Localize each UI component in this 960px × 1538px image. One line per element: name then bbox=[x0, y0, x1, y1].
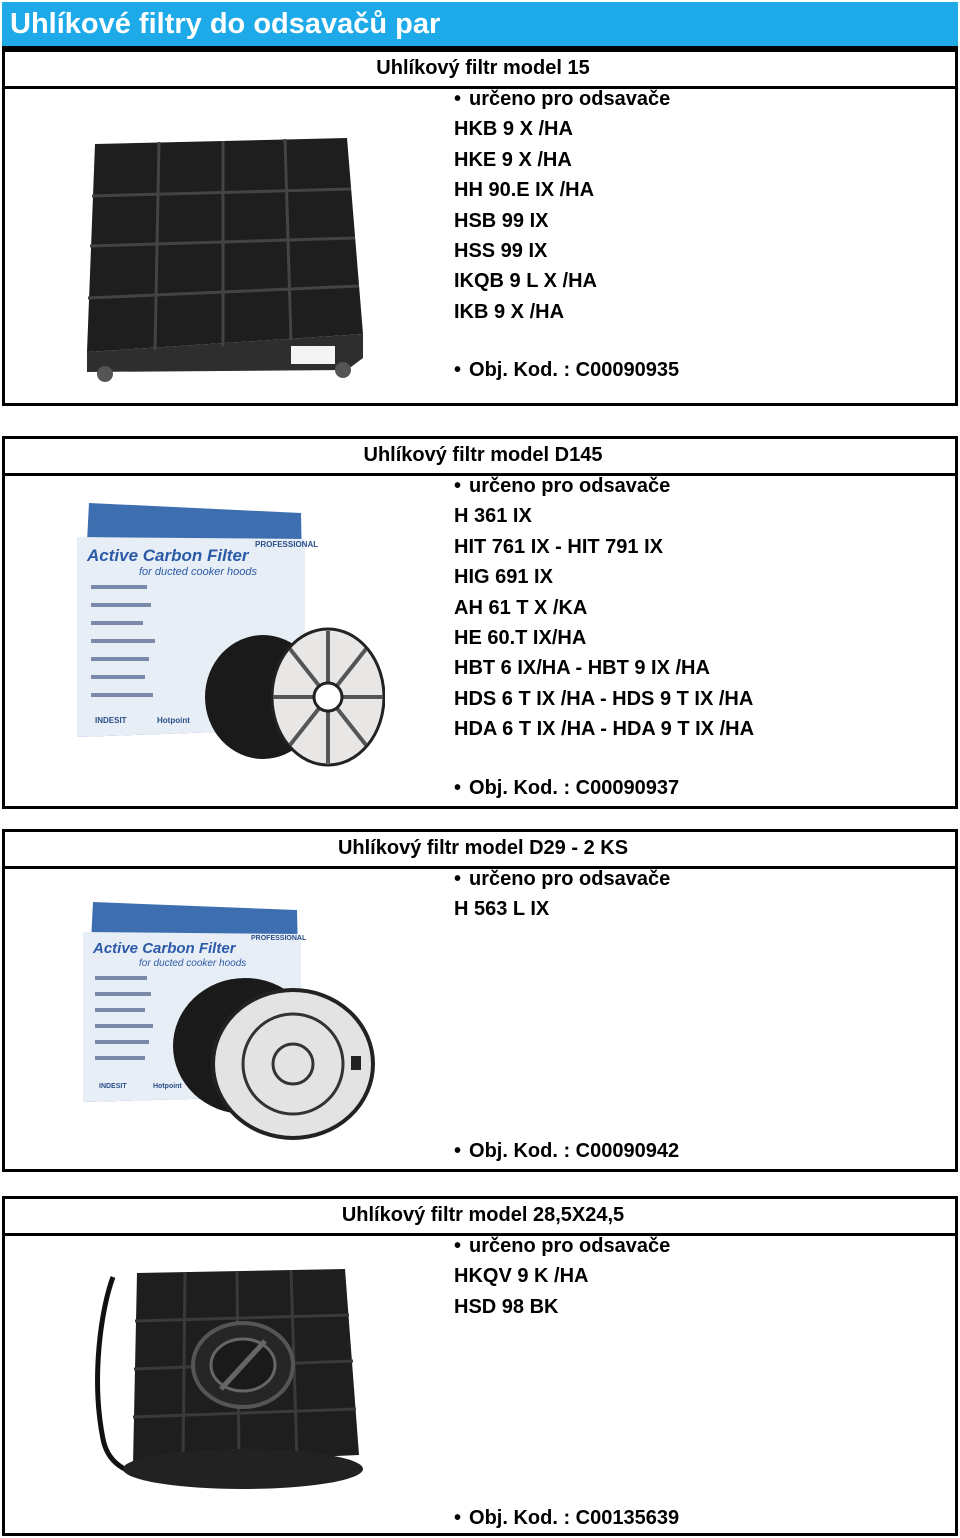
box-brand-top: PROFESSIONAL bbox=[251, 935, 307, 942]
round-carbon-filter-pair-with-box-icon bbox=[75, 896, 375, 1146]
product-section-model-15 bbox=[2, 49, 958, 406]
compatibility-list bbox=[454, 84, 670, 327]
section-title: Uhlíkový filtr model D29 - 2 KS bbox=[337, 837, 629, 859]
box-subline: for ducted cooker hoods bbox=[139, 566, 258, 578]
model-item: HKB 9 X /HA bbox=[454, 118, 573, 141]
model-item: HDA 6 T IX /HA - HDA 9 T IX /HA bbox=[454, 718, 755, 741]
compatibility-intro: • určeno pro odsavače bbox=[454, 1231, 670, 1261]
page-header bbox=[2, 2, 958, 49]
compatibility-intro: • určeno pro odsavače bbox=[454, 84, 670, 114]
order-code: • Obj. Kod. : C00090937 bbox=[454, 777, 679, 800]
model-item: IKQB 9 L X /HA bbox=[454, 270, 597, 293]
model-item: HSS 99 IX bbox=[454, 239, 548, 262]
box-subline: for ducted cooker hoods bbox=[139, 958, 247, 969]
box-headline: Active Carbon Filter bbox=[93, 940, 236, 957]
square-carbon-filter-icon bbox=[79, 134, 369, 396]
model-item: HBT 6 IX/HA - HBT 9 IX /HA bbox=[454, 657, 710, 680]
order-code: • Obj. Kod. : C00090942 bbox=[454, 1140, 679, 1163]
box-brand-indesit: INDESIT bbox=[99, 1083, 127, 1090]
model-item: H 361 IX bbox=[454, 505, 532, 528]
compatibility-intro: • určeno pro odsavače bbox=[454, 864, 670, 894]
model-item: HKE 9 X /HA bbox=[454, 148, 572, 171]
product-section-model-28-5x24-5 bbox=[2, 1196, 958, 1536]
order-code: • Obj. Kod. : C00090935 bbox=[454, 359, 679, 382]
compatibility-intro: • určeno pro odsavače bbox=[454, 471, 754, 501]
box-brand-indesit: INDESIT bbox=[95, 716, 127, 725]
model-item: HIT 761 IX - HIT 791 IX bbox=[454, 535, 663, 558]
model-item: HSB 99 IX bbox=[454, 209, 549, 232]
compatibility-list bbox=[454, 471, 754, 745]
box-brand-hotpoint: Hotpoint bbox=[153, 1083, 182, 1090]
model-item: HIG 691 IX bbox=[454, 566, 553, 589]
model-item: IKB 9 X /HA bbox=[454, 300, 565, 323]
model-item: HDS 6 T IX /HA - HDS 9 T IX /HA bbox=[454, 687, 754, 710]
page-title: Uhlíkové filtry do odsavačů par bbox=[10, 8, 441, 40]
model-item: HH 90.E IX /HA bbox=[454, 179, 595, 202]
model-item: HKQV 9 K /HA bbox=[454, 1265, 589, 1288]
compatibility-list bbox=[454, 864, 670, 925]
rectangular-filter-with-gasket-icon bbox=[93, 1269, 383, 1494]
model-item: HSD 98 BK bbox=[454, 1295, 559, 1318]
model-item: H 563 L IX bbox=[454, 898, 550, 921]
section-title: Uhlíkový filtr model 28,5X24,5 bbox=[341, 1204, 625, 1226]
box-headline: Active Carbon Filter bbox=[87, 546, 249, 565]
box-brand-top: PROFESSIONAL bbox=[255, 540, 319, 549]
section-title: Uhlíkový filtr model 15 bbox=[376, 57, 590, 79]
section-title: Uhlíkový filtr model D145 bbox=[363, 444, 603, 466]
order-code: • Obj. Kod. : C00135639 bbox=[454, 1507, 679, 1530]
box-brand-hotpoint: Hotpoint bbox=[157, 716, 190, 725]
model-item: AH 61 T X /KA bbox=[454, 596, 588, 619]
compatibility-list bbox=[454, 1231, 670, 1322]
model-item: HE 60.T IX/HA bbox=[454, 626, 587, 649]
product-section-model-d145 bbox=[2, 436, 958, 809]
product-section-model-d29 bbox=[2, 829, 958, 1172]
round-carbon-filter-with-box-icon bbox=[73, 497, 385, 772]
